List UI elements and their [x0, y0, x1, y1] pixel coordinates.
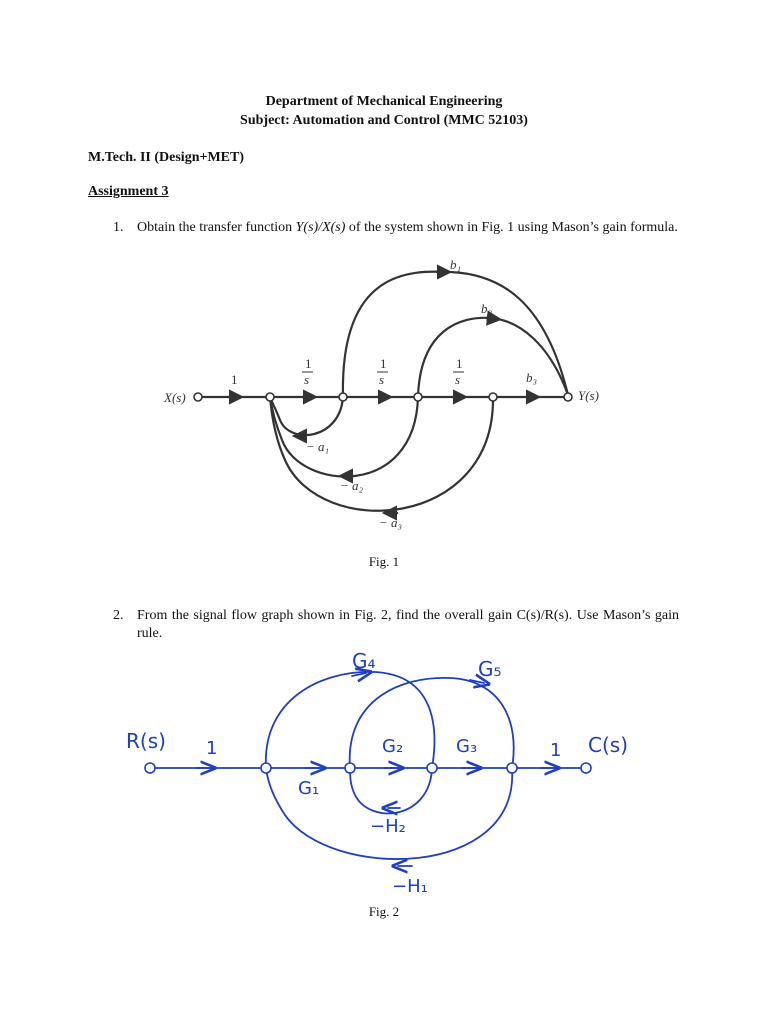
department-heading: Department of Mechanical Engineering	[265, 94, 503, 109]
question-1-text-a: Obtain the transfer function	[137, 220, 296, 235]
fig2-branch-h2	[350, 768, 432, 813]
fig1-label-b3: b₃	[526, 370, 538, 385]
question-1-math: Y(s)/X(s)	[295, 220, 346, 235]
fig1-s1-num: 1	[305, 356, 312, 371]
fig2-label-h1: −H₁	[392, 876, 428, 897]
subject-heading: Subject: Automation and Control (MMC 52103)	[240, 113, 528, 128]
fig2-node-3	[427, 763, 437, 773]
fig2-node-output	[581, 763, 591, 773]
fig2-label-g4: G₄	[352, 649, 376, 673]
fig2-node-input	[145, 763, 155, 773]
fig1-label-a2: − a₂	[340, 478, 364, 493]
fig1-input-label: X(s)	[164, 390, 186, 405]
fig2-label-g2: G₂	[382, 736, 404, 757]
fig2-output-label: C(s)	[588, 733, 628, 757]
fig1-s3-num: 1	[456, 356, 463, 371]
fig1-label-b1: b₁	[450, 257, 462, 272]
fig2-in-gain: 1	[206, 738, 218, 759]
fig1-label-b2: b₂	[481, 301, 493, 316]
fig1-gain-1: 1	[231, 372, 238, 387]
fig2-node-4	[507, 763, 517, 773]
fig1-label-a1: − a₁	[306, 439, 330, 454]
fig2-label-h2: −H₂	[370, 816, 406, 837]
fig2-out-gain: 1	[550, 740, 562, 761]
question-2-number: 2.	[113, 608, 124, 623]
fig1-s2-num: 1	[380, 356, 387, 371]
fig2-label-g5: G₅	[478, 657, 502, 681]
fig2-node-1	[261, 763, 271, 773]
fig1-s3-den: s	[455, 372, 461, 387]
question-1-text-b: of the system shown in Fig. 1 using Mason’s gain formula.	[345, 220, 678, 235]
fig1-s2-den: s	[379, 372, 385, 387]
question-1-number: 1.	[113, 220, 124, 235]
fig2-branch-g5	[350, 678, 514, 768]
fig1-label-a3: − a₃	[379, 515, 403, 530]
assignment-title: Assignment 3	[88, 184, 169, 199]
fig1-output-label: Y(s)	[578, 388, 599, 403]
figure-2-caption: Fig. 2	[368, 904, 400, 919]
program-label: M.Tech. II (Design+MET)	[88, 150, 245, 165]
fig2-node-2	[345, 763, 355, 773]
fig2-label-g1: G₁	[298, 778, 320, 799]
fig1-s1-den: s	[304, 372, 310, 387]
fig2-input-label: R(s)	[126, 729, 166, 753]
figure-1-caption: Fig. 1	[368, 554, 400, 569]
fig2-label-g3: G₃	[456, 736, 478, 757]
question-2-text: From the signal flow graph shown in Fig. 2, find the overall gain C(s)/R(s). Use Mason’s gain rule.	[137, 608, 679, 641]
